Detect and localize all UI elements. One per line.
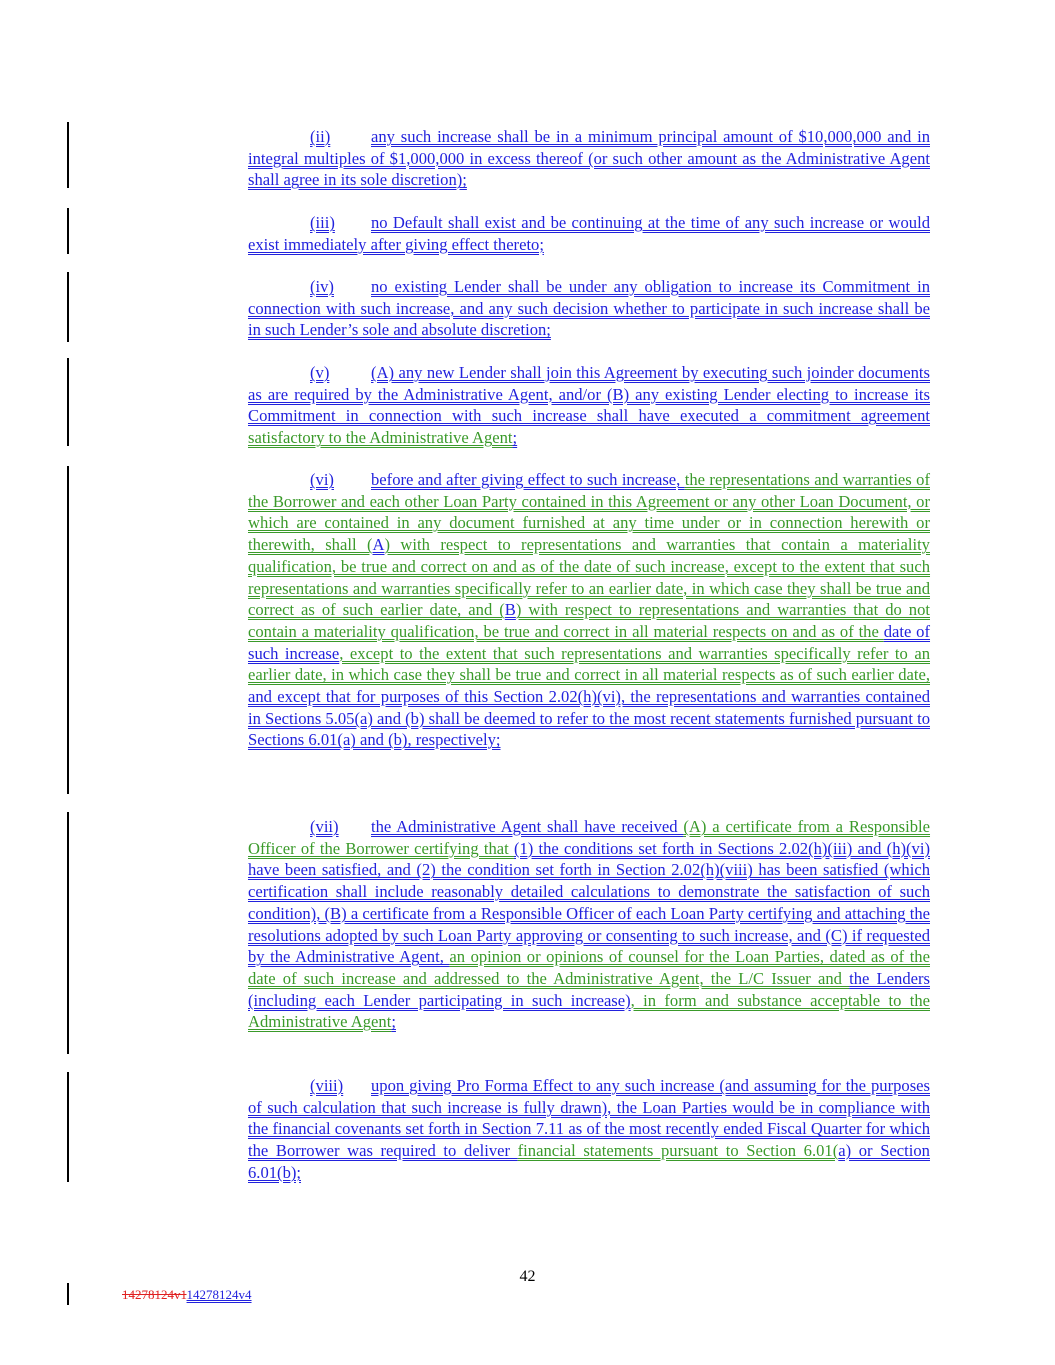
clause-number: (iv) xyxy=(310,277,334,296)
page-number: 42 xyxy=(519,1268,536,1285)
document-id-inserted: 14278124v4 xyxy=(186,1287,252,1302)
document-id xyxy=(122,1287,252,1303)
clause-text-run: ; xyxy=(512,428,518,448)
clause-text-run: upon giving Pro Forma Effect to any such increase (and assuming for the purposes of such calculation that such increase is fully drawn), the Loan Parties would be in compliance with the financial covenants set forth in Section 7.11 as of the most recently ended Fiscal Quarter for which the Borrower was required to deliver xyxy=(248,1076,930,1161)
clause-iii xyxy=(248,212,930,255)
clause-text-run: , except to the extent that such representations and warranties specifically refer to an earlier date, in which case they shall be true and correct in all material respects as of such earlier date, xyxy=(248,643,930,685)
clause-text-run: a) or Section 6.01(b); xyxy=(248,1141,930,1182)
clause-number: (vi) xyxy=(310,470,334,489)
clause-number: (iii) xyxy=(310,213,335,232)
clause-number: (ii) xyxy=(310,127,331,146)
clause-text-run: , in form and substance acceptable to the Administrative Agent xyxy=(248,990,930,1032)
clause-text-run: the representations and warranties of the Borrower and each other Loan Party contained in this Agreement or any other Loan Document, or which are contained in any document furnished at any time under or in connection herewith or therewith, shall ( xyxy=(248,470,930,555)
clause-text-run: B xyxy=(504,600,516,620)
clause-text-run: the Lenders (including each Lender participating in such increase) xyxy=(248,968,930,1010)
clause-text-run: A xyxy=(372,535,385,555)
clause-number: (vii) xyxy=(310,817,339,836)
clause-vi xyxy=(248,469,930,751)
clause-v xyxy=(248,362,930,449)
change-bar xyxy=(67,358,69,446)
clause-text-run: ) with respect to representations and warranties that contain a materiality qualification, be true and correct on and as of the date of such increase xyxy=(248,535,930,576)
clause-text-run: (A) any new Lender shall join this Agreement by executing such joinder documents as are required by the Administrative Agent, and/or (B) any existing Lender electing to increase its Commitment in connection with such increase shall have executed a commitment agreement xyxy=(248,363,930,426)
change-bar xyxy=(67,812,69,1054)
clause-text-run: and except that for purposes of this Section 2.02(h)(vi), the representations and warranties contained in Sections 5.05(a) and (b) shall be deemed to refer to the most recent statements furnished pursuant to Sections 6.01(a) and (b), respectively; xyxy=(248,687,930,750)
change-bar xyxy=(67,1283,69,1305)
clause-text-run: , except to the extent that such representations and warranties specifically refer to an earlier date, in which case they shall be true and correct as of such earlier date, and ( xyxy=(248,556,931,620)
clause-text-run: (1) the conditions set forth in Sections 2.02(h)(iii) and (h)(vi) have been satisfied, and (2) the condition set forth in Section 2.02(h)(viii) has been satisfied (which certification shall include reasonably detailed calculations to demonstrate the satisfaction of such condition), (B) a certificate from a Responsible Officer of each Loan Party certifying and attaching the resolutions adopted by such Loan Party approving or consenting to such increase, and (C) if requested by the Administrative Agent, xyxy=(248,838,930,967)
clause-text-run: (A) a certificate from a Responsible Officer of the Borrower certifying that xyxy=(248,817,931,858)
clause-text-run: no existing Lender shall be under any obligation to increase its Commitment in connection with such increase, and any such decision whether to participate in such increase shall be in such Lender’s sole and absolute discretion; xyxy=(248,277,930,340)
clause-text-run: ) with respect to representations and warranties that do not contain a materiality qualification, be true and correct in all material respects on and as of the xyxy=(248,600,930,641)
clause-text-run: any such increase shall be in a minimum principal amount of $10,000,000 and in integral multiples of $1,000,000 in excess thereof (or such other amount as the Administrative Agent shall agree in its sole discretion); xyxy=(248,127,930,190)
clause-text-run: satisfactory to the Administrative Agent xyxy=(248,428,513,448)
clause-text-run: ; xyxy=(391,1012,396,1032)
change-bar xyxy=(67,1072,69,1182)
clause-text-run: an opinion or opinions of counsel for the Loan Parties, dated as of the date of such increase and addressed to the Administrative Agent, the L/C Issuer and xyxy=(248,947,930,988)
clause-text-run: before and after giving effect to such increase, xyxy=(371,470,685,489)
clause-iv xyxy=(248,276,930,341)
clause-text-run: financial statements pursuant to Section 6.01( xyxy=(517,1141,839,1161)
change-bar xyxy=(67,272,69,342)
clause-ii xyxy=(248,126,930,191)
clause-vii xyxy=(248,816,930,1033)
change-bar xyxy=(67,208,69,254)
clause-viii xyxy=(248,1075,930,1184)
clause-number: (viii) xyxy=(310,1076,344,1095)
document-id-deleted: 14278124v1 xyxy=(122,1287,187,1302)
change-bar xyxy=(67,122,69,188)
clause-text-run: date of such increase xyxy=(248,621,931,663)
change-bar xyxy=(67,466,69,794)
clause-text-run: no Default shall exist and be continuing at the time of any such increase or would exist immediately after giving effect thereto; xyxy=(248,213,930,254)
clause-number: (v) xyxy=(310,363,330,382)
clause-text-run: the Administrative Agent shall have received xyxy=(371,817,684,836)
